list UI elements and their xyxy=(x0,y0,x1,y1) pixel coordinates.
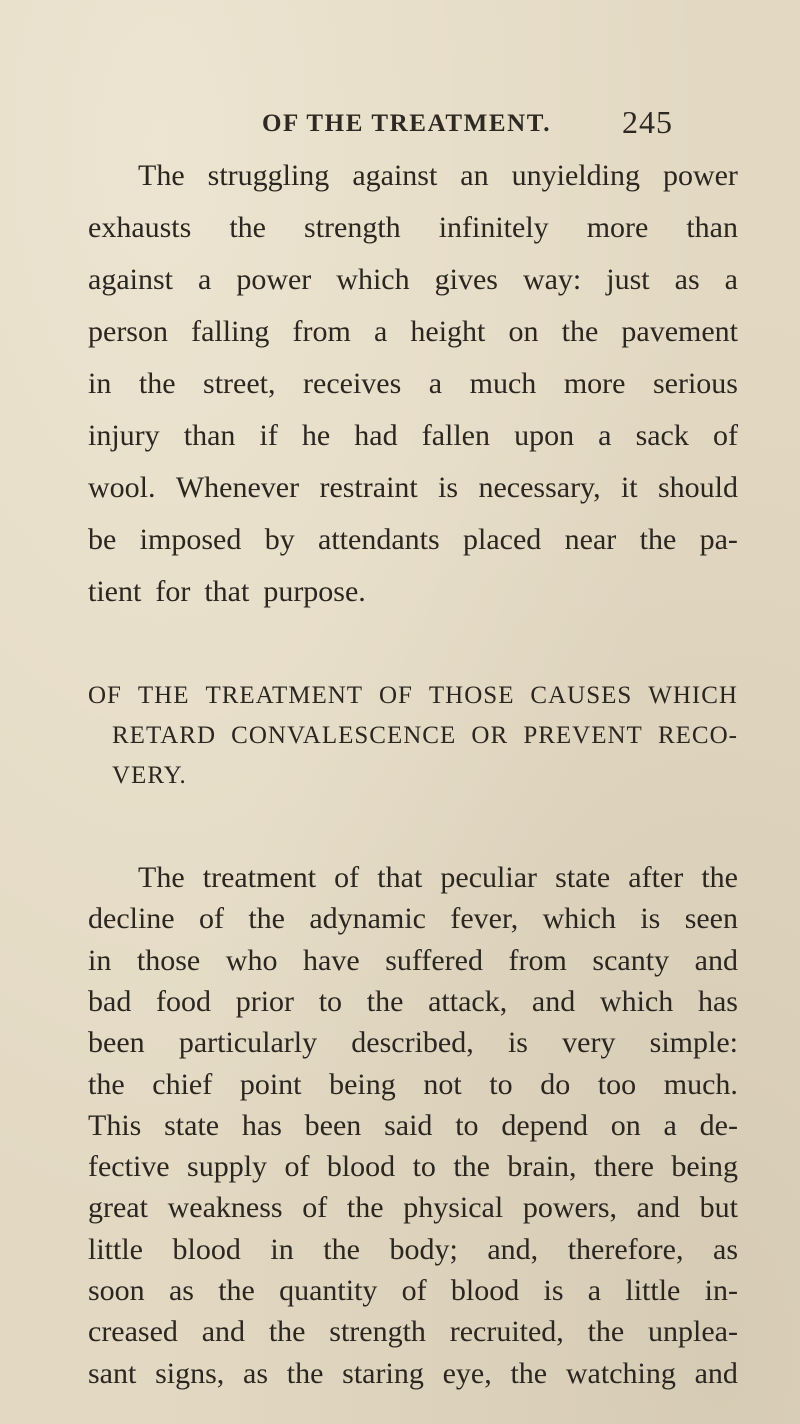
word: quantity xyxy=(279,1274,378,1307)
word: the xyxy=(229,211,266,244)
word: eye, xyxy=(442,1356,492,1390)
word: therefore, xyxy=(567,1232,684,1266)
word: the xyxy=(268,1315,306,1349)
text-line xyxy=(138,156,738,196)
word: but xyxy=(699,1191,738,1225)
word: a xyxy=(373,315,388,348)
text-line xyxy=(88,1230,738,1270)
text-line xyxy=(88,208,738,248)
word: street, xyxy=(203,367,276,400)
text-line xyxy=(88,899,738,939)
word: of xyxy=(712,419,738,452)
word: is xyxy=(543,1274,564,1307)
word: the xyxy=(346,1191,384,1225)
word: as xyxy=(713,1232,738,1266)
word: near xyxy=(564,523,617,556)
text-line xyxy=(88,416,738,456)
word: blood xyxy=(450,1274,520,1307)
word: a xyxy=(197,263,212,296)
word: seen xyxy=(684,902,738,936)
text-line xyxy=(88,364,738,404)
word: fective xyxy=(88,1150,170,1184)
word: staring xyxy=(342,1356,424,1390)
word: and, xyxy=(487,1232,539,1266)
word: placed xyxy=(463,523,542,556)
word: should xyxy=(657,471,738,504)
word: decline xyxy=(88,902,175,936)
word: has xyxy=(697,984,738,1018)
word: the xyxy=(701,861,738,894)
word: the xyxy=(323,1232,360,1266)
word: who xyxy=(225,943,278,977)
word: on xyxy=(610,1108,641,1142)
word: and xyxy=(531,984,576,1018)
word: prior xyxy=(235,984,295,1018)
word: bad xyxy=(88,984,132,1018)
word: had xyxy=(354,419,398,452)
word: a xyxy=(663,1108,677,1142)
word: watching xyxy=(565,1356,676,1390)
word: height xyxy=(410,315,486,348)
word: and xyxy=(201,1315,246,1349)
heading-line xyxy=(112,718,738,754)
word: on xyxy=(508,315,539,348)
word: THOSE xyxy=(428,682,515,709)
word: RECO- xyxy=(657,722,738,749)
text-line xyxy=(88,1354,738,1394)
word: OR xyxy=(471,722,509,749)
word: unyielding xyxy=(511,159,640,192)
word: the xyxy=(453,1150,490,1184)
word: particularly xyxy=(178,1026,318,1060)
word: great xyxy=(88,1191,148,1225)
word: in xyxy=(88,367,112,400)
word: serious xyxy=(652,367,738,400)
word: treatment xyxy=(202,861,317,894)
word: the xyxy=(639,523,677,556)
page-number: 245 xyxy=(622,104,673,140)
word: too xyxy=(597,1067,637,1101)
word: purpose. xyxy=(263,575,366,608)
word: from xyxy=(508,943,567,977)
word: chief xyxy=(152,1067,213,1101)
text-line xyxy=(88,520,738,560)
word: against xyxy=(88,263,173,296)
word: RETARD xyxy=(112,722,216,749)
text-line xyxy=(88,468,738,508)
word: power xyxy=(662,159,738,192)
word: the xyxy=(510,1356,548,1390)
word: attendants xyxy=(318,523,440,556)
word: a xyxy=(598,419,612,452)
word: than xyxy=(686,211,738,244)
word: supply xyxy=(187,1150,268,1184)
word: CAUSES xyxy=(530,682,633,709)
text-line xyxy=(88,1147,738,1187)
word: against xyxy=(352,159,438,192)
word: much. xyxy=(663,1067,738,1101)
word: simple: xyxy=(649,1026,738,1060)
word: and xyxy=(694,943,738,977)
text-line xyxy=(88,1188,738,1228)
word: the xyxy=(366,984,404,1018)
word: powers, xyxy=(522,1191,618,1225)
word: necessary, xyxy=(478,471,601,504)
word: to xyxy=(489,1067,513,1101)
word: restraint xyxy=(319,471,418,504)
text-line xyxy=(138,858,738,898)
word: have xyxy=(303,943,360,977)
word: scanty xyxy=(592,943,670,977)
word: receives xyxy=(303,367,402,400)
word: the xyxy=(286,1356,324,1390)
word: it xyxy=(620,471,638,504)
word: not xyxy=(423,1067,462,1101)
word: of xyxy=(284,1150,310,1184)
word: point xyxy=(239,1067,302,1101)
word: being xyxy=(329,1067,396,1101)
word: signs, xyxy=(155,1356,225,1390)
word: struggling xyxy=(207,159,330,192)
word: a xyxy=(428,367,443,400)
word: blood xyxy=(172,1232,241,1266)
word: way: xyxy=(522,263,582,296)
word: of xyxy=(302,1191,328,1225)
heading-line xyxy=(88,678,738,714)
word: tient xyxy=(88,575,142,608)
word: gives xyxy=(434,263,498,296)
text-line xyxy=(88,982,738,1022)
word: of xyxy=(401,1274,427,1307)
word: more xyxy=(586,211,649,244)
word: the xyxy=(88,1067,125,1101)
word: recruited, xyxy=(449,1315,564,1349)
running-head-title: OF THE TREATMENT. xyxy=(262,110,552,137)
heading-line xyxy=(112,758,738,794)
text-line xyxy=(88,1271,738,1311)
word: to xyxy=(318,984,343,1018)
word: weakness xyxy=(167,1191,283,1225)
word: wool. xyxy=(88,471,156,504)
word: be xyxy=(88,523,117,556)
word: This xyxy=(88,1108,142,1142)
word: from xyxy=(292,315,351,348)
word: WHICH xyxy=(648,682,738,709)
word: much xyxy=(469,367,537,400)
word: falling xyxy=(191,315,270,348)
word: power xyxy=(236,263,312,296)
word: is xyxy=(507,1026,528,1060)
word: creased xyxy=(88,1315,178,1349)
word: has xyxy=(241,1108,282,1142)
word: just xyxy=(606,263,650,296)
word: infinitely xyxy=(438,211,549,244)
word: the xyxy=(138,367,176,400)
word: pa- xyxy=(699,523,738,556)
word: the xyxy=(587,1315,625,1349)
word: Whenever xyxy=(175,471,300,504)
word: person xyxy=(88,315,168,348)
word: said xyxy=(384,1108,433,1142)
word: adynamic xyxy=(309,902,426,936)
word: more xyxy=(563,367,626,400)
word: depend xyxy=(501,1108,588,1142)
word: that xyxy=(377,861,423,894)
word: state xyxy=(555,861,611,894)
word: upon xyxy=(514,419,575,452)
word: being xyxy=(671,1150,738,1184)
text-line xyxy=(88,1023,738,1063)
text-line xyxy=(88,260,738,300)
word: to xyxy=(455,1108,479,1142)
word: exhausts xyxy=(88,211,192,244)
word: OF xyxy=(88,682,122,709)
word: a xyxy=(724,263,738,296)
word: injury xyxy=(88,419,160,452)
word: VERY. xyxy=(112,762,187,789)
word: sant xyxy=(88,1356,137,1390)
word: as xyxy=(168,1274,194,1307)
word: soon xyxy=(88,1274,145,1307)
word: do xyxy=(540,1067,571,1101)
word: CONVALESCENCE xyxy=(231,722,457,749)
text-line xyxy=(88,312,738,352)
word: physical xyxy=(403,1191,504,1225)
word: fever, xyxy=(450,902,519,936)
word: sack xyxy=(635,419,689,452)
word: unplea- xyxy=(648,1315,738,1349)
word: been xyxy=(88,1026,145,1060)
text-line xyxy=(88,1065,738,1105)
word: imposed xyxy=(139,523,242,556)
word: The xyxy=(138,861,185,894)
word: that xyxy=(204,575,250,608)
word: those xyxy=(136,943,201,977)
word: in- xyxy=(704,1274,738,1307)
word: OF xyxy=(379,682,413,709)
word: of xyxy=(334,861,360,894)
word: very xyxy=(562,1026,616,1060)
word: than xyxy=(183,419,236,452)
word: of xyxy=(198,902,224,936)
word: the xyxy=(561,315,599,348)
word: TREATMENT xyxy=(205,682,364,709)
word: a xyxy=(587,1274,602,1307)
word: strength xyxy=(304,211,401,244)
word: the xyxy=(248,902,285,936)
word: little xyxy=(625,1274,681,1307)
word: little xyxy=(88,1232,143,1266)
word: after xyxy=(628,861,684,894)
word: attack, xyxy=(428,984,508,1018)
word: peculiar xyxy=(440,861,538,894)
word: an xyxy=(460,159,489,192)
word: been xyxy=(304,1108,362,1142)
word: The xyxy=(138,159,185,192)
word: is xyxy=(438,471,459,504)
word: THE xyxy=(137,682,190,709)
text-line xyxy=(88,1312,738,1352)
word: to xyxy=(412,1150,436,1184)
word: described, xyxy=(351,1026,474,1060)
word: and xyxy=(636,1191,680,1225)
text-line xyxy=(88,1106,738,1146)
word: de- xyxy=(699,1108,738,1142)
word: which xyxy=(336,263,410,296)
text-line xyxy=(88,572,738,612)
word: for xyxy=(155,575,191,608)
text-line xyxy=(88,941,738,981)
word: which xyxy=(599,984,674,1018)
word: is xyxy=(640,902,661,936)
word: which xyxy=(542,902,616,936)
word: food xyxy=(156,984,212,1018)
word: there xyxy=(593,1150,654,1184)
word: the xyxy=(218,1274,255,1307)
word: blood xyxy=(326,1150,396,1184)
running-head xyxy=(0,104,800,144)
word: strength xyxy=(329,1315,426,1349)
word: pavement xyxy=(621,315,738,348)
word: brain, xyxy=(507,1150,577,1184)
word: and xyxy=(694,1356,738,1390)
word: as xyxy=(674,263,700,296)
word: in xyxy=(88,943,112,977)
word: body; xyxy=(389,1232,458,1266)
word: PREVENT xyxy=(523,722,643,749)
word: suffered xyxy=(385,943,483,977)
word: in xyxy=(270,1232,294,1266)
word: fallen xyxy=(421,419,490,452)
word: he xyxy=(301,419,331,452)
word: state xyxy=(164,1108,220,1142)
word: if xyxy=(259,419,278,452)
word: by xyxy=(264,523,295,556)
word: as xyxy=(243,1356,269,1390)
